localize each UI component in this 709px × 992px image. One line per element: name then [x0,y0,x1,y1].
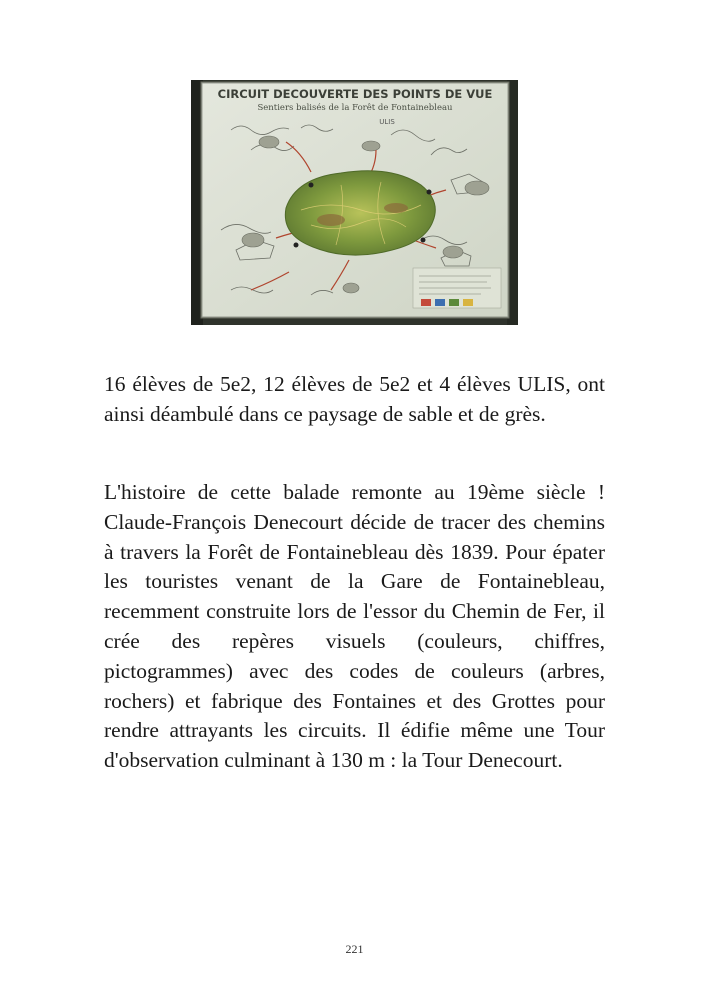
sign-photo [191,80,518,325]
sign-subtitle: Sentiers balisés de la Forêt de Fontainebleau [257,103,453,113]
sign-label: ULIS [379,118,395,126]
paragraph-2: L'histoire de cette balade remonte au 19ème siècle ! Claude-François Denecourt décide de tracer des chemins à travers la Forêt de Fontainebleau dès 1839. Pour épater les touristes venant de la Gare de Fontainebleau, recemment construite lors de l'essor du Chemin de Fer, il crée des repères visuels (couleurs, chiffres, pictogrammes) avec des codes de couleurs (arbres, rochers) et fabrique des Fontaines et des Grottes pour rendre attrayants les circuits. Il édifie même une Tour d'observation culminant à 130 m : la Tour Denecourt. [104,480,605,773]
sign-illustration [191,80,518,325]
forest-map [285,171,435,255]
paragraph-1: 16 élèves de 5e2, 12 élèves de 5e2 et 4 élèves ULIS, ont ainsi déambulé dans ce paysage de sable et de grès. [104,372,605,426]
legend-area [413,268,501,308]
page-number: 221 [345,942,364,956]
sign-title: CIRCUIT DECOUVERTE DES POINTS DE VUE [217,87,493,101]
